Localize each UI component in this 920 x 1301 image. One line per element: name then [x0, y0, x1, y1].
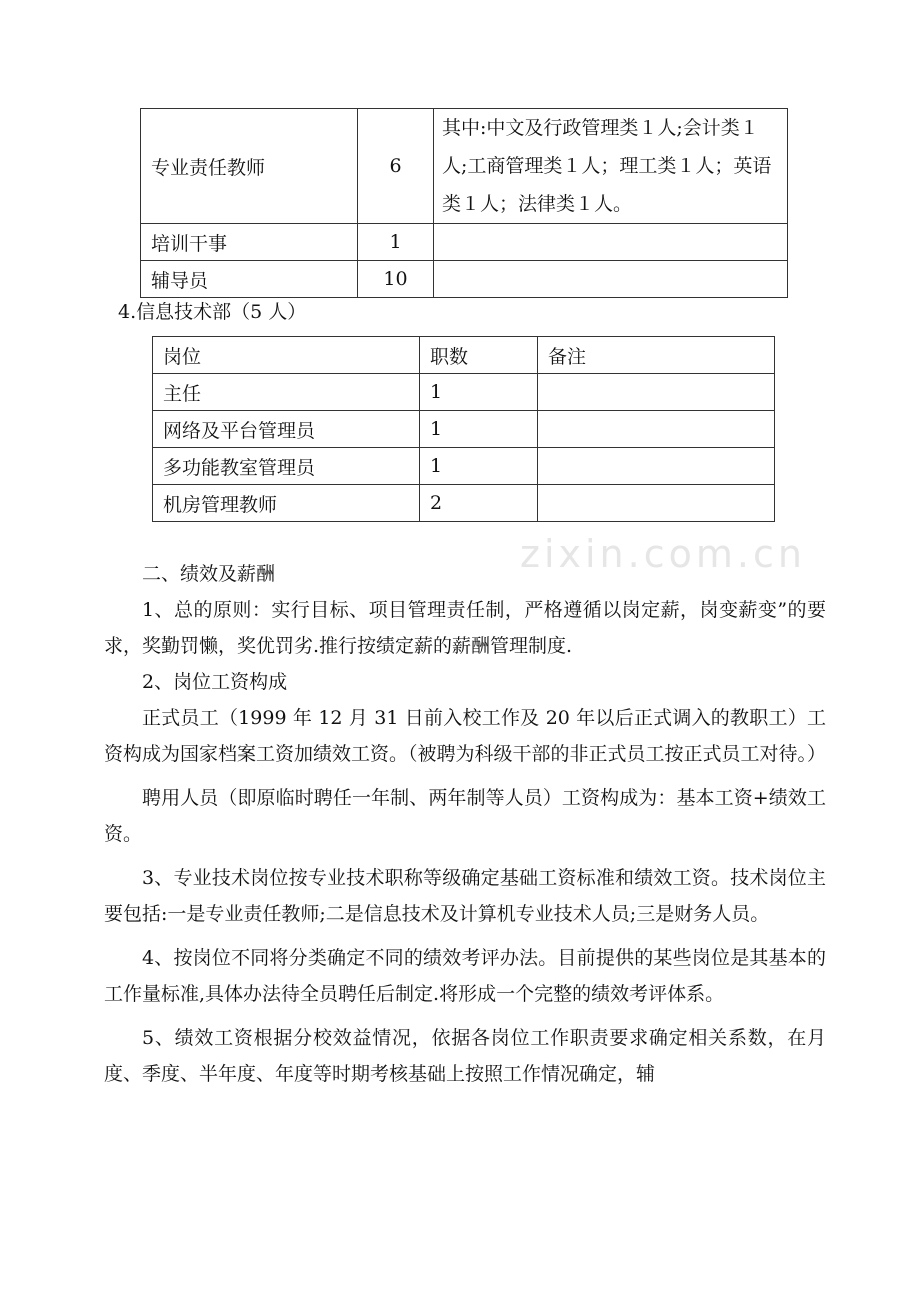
post-cell: 培训干事: [141, 224, 358, 261]
paragraph-formal-staff: 正式员工（1999 年 12 月 31 日前入校工作及 20 年以后正式调入的教职工）工资构成为国家档案工资加绩效工资。（被聘为科级干部的非正式员工按正式员工对待。）: [104, 707, 827, 765]
count-cell: 2: [420, 485, 538, 522]
paragraph-evaluation-methods: 4、按岗位不同将分类确定不同的绩效考评办法。目前提供的某些岗位是其基本的工作量标准,具体办法待全员聘任后制定.将形成一个完整的绩效考评体系。: [104, 947, 826, 1005]
count-cell: 1: [358, 224, 434, 261]
post-cell: 网络及平台管理员: [153, 411, 420, 448]
paragraph-principle: 1、总的原则：实行目标、项目管理责任制，严格遵循以岗定薪，岗变薪变”的要求，奖勤罚懒，奖优罚劣.推行按绩定薪的薪酬管理制度.: [104, 599, 826, 657]
table-row: [153, 411, 775, 448]
post-cell: 主任: [153, 374, 420, 411]
paragraph-wage-structure-heading: 2、岗位工资构成: [142, 671, 288, 693]
table-row: [153, 448, 775, 485]
table-row: [141, 261, 788, 298]
table-row: [153, 374, 775, 411]
count-cell: 1: [420, 411, 538, 448]
paragraph-technical-posts: 3、专业技术岗位按专业技术职称等级确定基础工资标准和绩效工资。技术岗位主要包括:一是专业责任教师;二是信息技术及计算机专业技术人员;三是财务人员。: [104, 867, 826, 925]
note-cell: [434, 224, 788, 261]
count-cell: 6: [358, 109, 434, 224]
post-cell: 专业责任教师: [141, 109, 358, 224]
section-heading-it-dept: 4.信息技术部（5 人）: [118, 301, 307, 323]
it-dept-table: [152, 336, 775, 522]
note-cell: 其中:中文及行政管理类１人;会计类１人;工商管理类１人；理工类１人；英语类１人；法律类１人。: [434, 109, 788, 224]
header-post: 岗位: [153, 337, 420, 374]
watermark: zixin.com.cn: [520, 532, 806, 576]
paragraph-contract-staff: 聘用人员（即原临时聘任一年制、两年制等人员）工资构成为：基本工资+绩效工资。: [104, 787, 826, 845]
header-count: 职数: [420, 337, 538, 374]
note-cell: [538, 448, 775, 485]
paragraph-performance-pay: 5、绩效工资根据分校效益情况，依据各岗位工作职责要求确定相关系数，在月度、季度、半年度、年度等时期考核基础上按照工作情况确定，辅: [104, 1027, 826, 1085]
body-text: [104, 556, 826, 1092]
count-cell: 10: [358, 261, 434, 298]
table-row: [153, 485, 775, 522]
header-note: 备注: [538, 337, 775, 374]
table-header-row: [153, 337, 775, 374]
table-row: [141, 109, 788, 224]
post-cell: 辅导员: [141, 261, 358, 298]
note-cell: [538, 411, 775, 448]
table-row: [141, 224, 788, 261]
note-cell: [434, 261, 788, 298]
section-heading-performance-pay: 二、绩效及薪酬: [142, 563, 276, 585]
post-cell: 多功能教室管理员: [153, 448, 420, 485]
post-cell: 机房管理教师: [153, 485, 420, 522]
count-cell: 1: [420, 448, 538, 485]
note-cell: [538, 374, 775, 411]
note-cell: [538, 485, 775, 522]
staff-table-top: [140, 108, 788, 298]
count-cell: 1: [420, 374, 538, 411]
